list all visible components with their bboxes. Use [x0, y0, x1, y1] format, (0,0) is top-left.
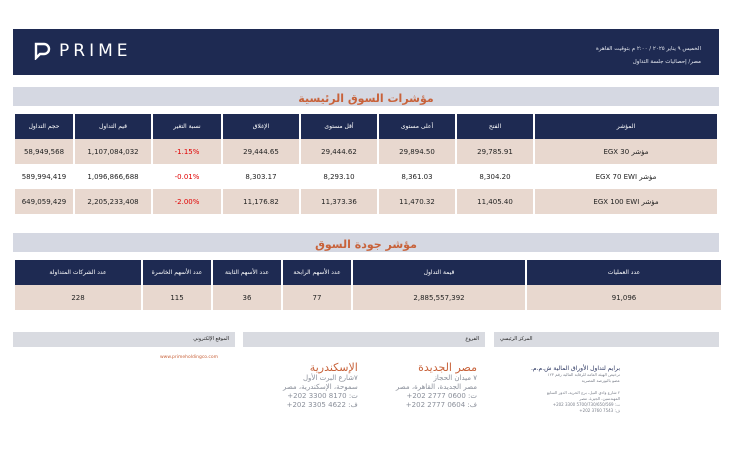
branch-address: ٧شارع البرت الأول [302, 374, 358, 382]
hq-address: المهندسين، الجيزة، مصر [579, 396, 620, 401]
unchanged-cell: 36 [213, 285, 281, 310]
low-cell: 11,373.36 [301, 189, 377, 214]
table-row [15, 189, 717, 214]
branch-city: الإسكندرية [309, 361, 358, 374]
trading-value-cell: 2,885,557,392 [353, 285, 525, 310]
table-row [15, 164, 717, 189]
col-change: نسبة التغير [153, 114, 221, 139]
prime-logo-icon [33, 42, 51, 60]
market-quality-title-bar [13, 233, 719, 252]
hq-address: ٢ شارع وادي النيل، برج الحرية، الدور السابع [546, 390, 620, 395]
change-cell: -2.00% [153, 189, 221, 214]
col-close: الإغلاق [223, 114, 299, 139]
market-indices-title: مؤشرات السوق الرئيسية [298, 92, 434, 105]
footer-branches [243, 332, 485, 410]
col-high: أعلى مستوى [379, 114, 455, 139]
losers-cell: 115 [143, 285, 211, 310]
hq-fax: ف: 7543 3760 202+ [579, 408, 620, 413]
market-quality-table [13, 260, 723, 310]
traded-companies-cell: 228 [15, 285, 141, 310]
hq-license: ترخيص الهيئة العامة للرقابة المالية رقم ١٢٣ [547, 372, 620, 377]
value-cell: 2,205,233,408 [75, 189, 151, 214]
branch-fax: ف: 0604 2777 202+ [405, 401, 477, 409]
close-cell: 11,176.82 [223, 189, 299, 214]
index-name-cell: مؤشر EGX 100 EWI [535, 189, 717, 214]
branches-label: الفروع [243, 332, 485, 347]
low-cell: 8,293.10 [301, 164, 377, 189]
hq-label: المركز الرئيسي [494, 332, 719, 347]
volume-cell: 589,994,419 [15, 164, 73, 189]
high-cell: 29,894.50 [379, 139, 455, 164]
close-cell: 8,303.17 [223, 164, 299, 189]
low-cell: 29,444.62 [301, 139, 377, 164]
report-subtitle: مصر/ إحصائيات جلسة التداول [632, 59, 701, 65]
market-quality-title: مؤشر جودة السوق [315, 238, 417, 251]
open-cell: 8,304.20 [457, 164, 533, 189]
branch-heliopolis [396, 361, 477, 410]
brand-name: PRIME [59, 41, 132, 61]
table-row [15, 285, 721, 310]
col-trading-value: قيمة التداول [353, 260, 525, 285]
index-name-cell: مؤشر EGX 30 [535, 139, 717, 164]
col-volume: حجم التداول [15, 114, 73, 139]
gainers-cell: 77 [283, 285, 351, 310]
change-cell: -0.01% [153, 164, 221, 189]
volume-cell: 649,059,429 [15, 189, 73, 214]
website-link[interactable]: www.primeholdingco.com [160, 355, 219, 360]
col-open: الفتح [457, 114, 533, 139]
branch-fax: ف: 4622 3305 202+ [286, 401, 358, 409]
col-low: أقل مستوى [301, 114, 377, 139]
branch-phone: ت: 8170 3300 202+ [287, 392, 358, 400]
volume-cell: 58,949,568 [15, 139, 73, 164]
col-trades: عدد العمليات [527, 260, 721, 285]
brand-logo [33, 41, 132, 61]
high-cell: 8,361.03 [379, 164, 455, 189]
footer-headquarters [494, 332, 719, 414]
trades-cell: 91,096 [527, 285, 721, 310]
col-traded-companies: عدد الشركات المتداولة [15, 260, 141, 285]
hq-membership: عضو بالبورصة المصرية [581, 378, 620, 383]
branch-address: سموحة، الإسكندرية، مصر [283, 383, 358, 391]
market-indices-table [13, 114, 719, 214]
hq-company-name: برايم لتداول الأوراق المالية ش.م.م. [531, 365, 620, 372]
branch-address: مصر الجديدة، القاهرة، مصر [395, 383, 477, 391]
col-gainers: عدد الأسهم الرابحة [283, 260, 351, 285]
market-quality-header-row [15, 260, 721, 285]
high-cell: 11,470.32 [379, 189, 455, 214]
footer-website [13, 332, 235, 360]
col-value: قيم التداول [75, 114, 151, 139]
col-losers: عدد الأسهم الخاسرة [143, 260, 211, 285]
value-cell: 1,107,084,032 [75, 139, 151, 164]
index-name-cell: مؤشر EGX 70 EWI [535, 164, 717, 189]
report-date: الخميس ٩ يناير ٢٠٢٥ / ٢:٠٠ م بتوقيت القاهرة [595, 46, 701, 52]
col-unchanged: عدد الأسهم الثابتة [213, 260, 281, 285]
hq-phone: ت: 5700/730/650/569 3300 202+ [552, 402, 620, 407]
change-cell: -1.15% [153, 139, 221, 164]
close-cell: 29,444.65 [223, 139, 299, 164]
table-row [15, 139, 717, 164]
branch-phone: ت: 0600 2777 202+ [406, 392, 477, 400]
branch-city: مصر الجديدة [418, 361, 477, 374]
market-indices-header-row [15, 114, 717, 139]
open-cell: 11,405.40 [457, 189, 533, 214]
col-index: المؤشر [535, 114, 717, 139]
website-label: الموقع الإلكتروني [13, 332, 235, 347]
branch-alexandria [283, 361, 358, 410]
branch-address: ٧ ميدان الحجاز [433, 374, 477, 382]
open-cell: 29,785.91 [457, 139, 533, 164]
report-header [13, 29, 719, 75]
market-indices-title-bar [13, 87, 719, 106]
value-cell: 1,096,866,688 [75, 164, 151, 189]
